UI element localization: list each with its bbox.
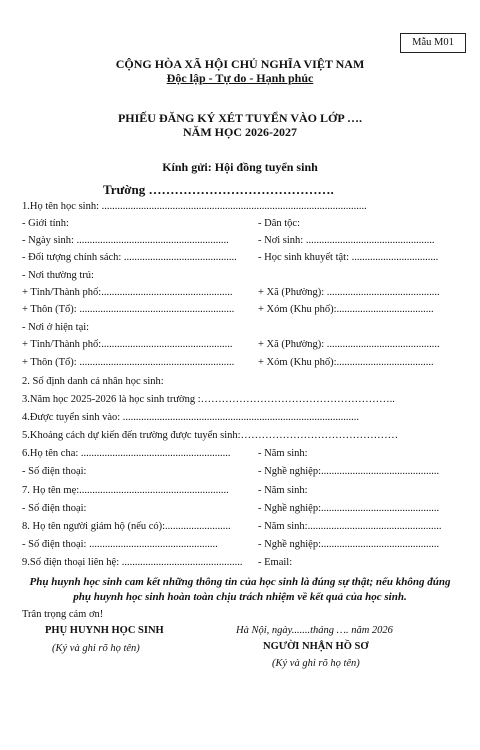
- parent-signature-title: PHỤ HUYNH HỌC SINH: [45, 625, 164, 636]
- field-date-of-birth[interactable]: - Ngày sinh: ..........................................................: [22, 235, 229, 246]
- thanks-text: Trân trọng cảm ơn!: [22, 609, 104, 620]
- field-guardian-birth-year[interactable]: - Năm sinh:...................................................: [258, 521, 442, 532]
- parent-signature-note: (Ký và ghi rõ họ tên): [52, 643, 140, 654]
- field-residence-ward[interactable]: + Xã (Phường): ...........................................: [258, 287, 440, 298]
- field-father-birth-year[interactable]: - Năm sinh:: [258, 448, 308, 459]
- label-current-residence: - Nơi ở hiện tại:: [22, 322, 90, 333]
- field-father-phone[interactable]: - Số điện thoại:: [22, 466, 87, 477]
- field-email[interactable]: - Email:: [258, 557, 293, 568]
- field-residence-village[interactable]: + Thôn (Tổ): ...........................................................: [22, 304, 235, 315]
- motto: [0, 71, 480, 86]
- field-guardian-phone[interactable]: - Số điện thoại: .................................................: [22, 539, 218, 550]
- field-admitted-to[interactable]: 4.Được tuyển sinh vào: ..........................................................................................: [22, 412, 360, 423]
- field-student-name[interactable]: 1.Họ tên học sinh: .....................................................................................................: [22, 201, 367, 212]
- field-guardian-job[interactable]: - Nghề nghiệp:.............................................: [258, 539, 440, 550]
- field-contact-phone[interactable]: 9.Số điện thoại liên hệ: ..............................................: [22, 557, 243, 568]
- field-mother-name[interactable]: 7. Họ tên mẹ:.........................................................: [22, 485, 229, 496]
- form-title-line1: PHIẾU ĐĂNG KÝ XÉT TUYỂN VÀO LỚP ….: [117, 111, 363, 125]
- field-disability[interactable]: - Học sinh khuyết tật: .................................: [258, 252, 439, 263]
- field-residence-province[interactable]: + Tỉnh/Thành phố:..................................................: [22, 287, 233, 298]
- date-line: Hà Nội, ngày.......tháng …. năm 2026: [236, 625, 393, 636]
- field-guardian-name[interactable]: 8. Họ tên người giám hộ (nếu có):.........................: [22, 521, 231, 532]
- field-policy-group[interactable]: - Đối tượng chính sách: ...........................................: [22, 252, 237, 263]
- field-current-ward[interactable]: + Xã (Phường): ...........................................: [258, 339, 440, 350]
- field-current-province[interactable]: + Tỉnh/Thành phố:..................................................: [22, 339, 233, 350]
- label-permanent-residence: - Nơi thường trú:: [22, 270, 94, 281]
- commitment-line1: Phụ huynh học sinh cam kết những thông tin của học sinh là đúng sự thật; nếu không đúng: [29, 576, 451, 588]
- field-ethnicity[interactable]: - Dân tộc:: [258, 218, 300, 229]
- field-distance[interactable]: 5.Khoảng cách dự kiến đến trường được tuyển sinh:………………………………………: [22, 430, 399, 441]
- field-place-of-birth[interactable]: - Nơi sinh: .................................................: [258, 235, 435, 246]
- field-gender[interactable]: - Giới tính:: [22, 218, 69, 229]
- addressee: Kính gửi: Hội đồng tuyển sinh: [162, 160, 318, 174]
- field-personal-id[interactable]: 2. Số định danh cá nhân học sinh:: [22, 376, 164, 387]
- field-mother-phone[interactable]: - Số điện thoại:: [22, 503, 87, 514]
- form-title-line2: NĂM HỌC 2026-2027: [183, 125, 297, 139]
- field-mother-job[interactable]: - Nghề nghiệp:.............................................: [258, 503, 440, 514]
- receiver-signature-note: (Ký và ghi rõ họ tên): [272, 658, 360, 669]
- commitment-line2: phụ huynh học sinh hoàn toàn chịu trách nhiệm về kết quả của học sinh.: [73, 591, 407, 603]
- field-current-hamlet[interactable]: + Xóm (Khu phố):.....................................: [258, 357, 434, 368]
- field-current-village[interactable]: + Thôn (Tổ): ...........................................................: [22, 357, 235, 368]
- field-mother-birth-year[interactable]: - Năm sinh:: [258, 485, 308, 496]
- field-father-name[interactable]: 6.Họ tên cha: .........................................................: [22, 448, 231, 459]
- motto-text: Độc lập - Tự do - Hạnh phúc: [166, 71, 314, 85]
- field-father-job[interactable]: - Nghề nghiệp:.............................................: [258, 466, 440, 477]
- receiver-signature-title: NGƯỜI NHẬN HỒ SƠ: [263, 641, 369, 652]
- nation-header: CỘNG HÒA XÃ HỘI CHỦ NGHĨA VIỆT NAM: [115, 57, 365, 71]
- field-residence-hamlet[interactable]: + Xóm (Khu phố):.....................................: [258, 304, 434, 315]
- school-line: Trường …………………………………….: [103, 182, 334, 197]
- form-code-box: Mẫu M01: [400, 33, 466, 53]
- field-previous-school[interactable]: 3.Năm học 2025-2026 là học sinh trường :………………………………………………..: [22, 394, 395, 405]
